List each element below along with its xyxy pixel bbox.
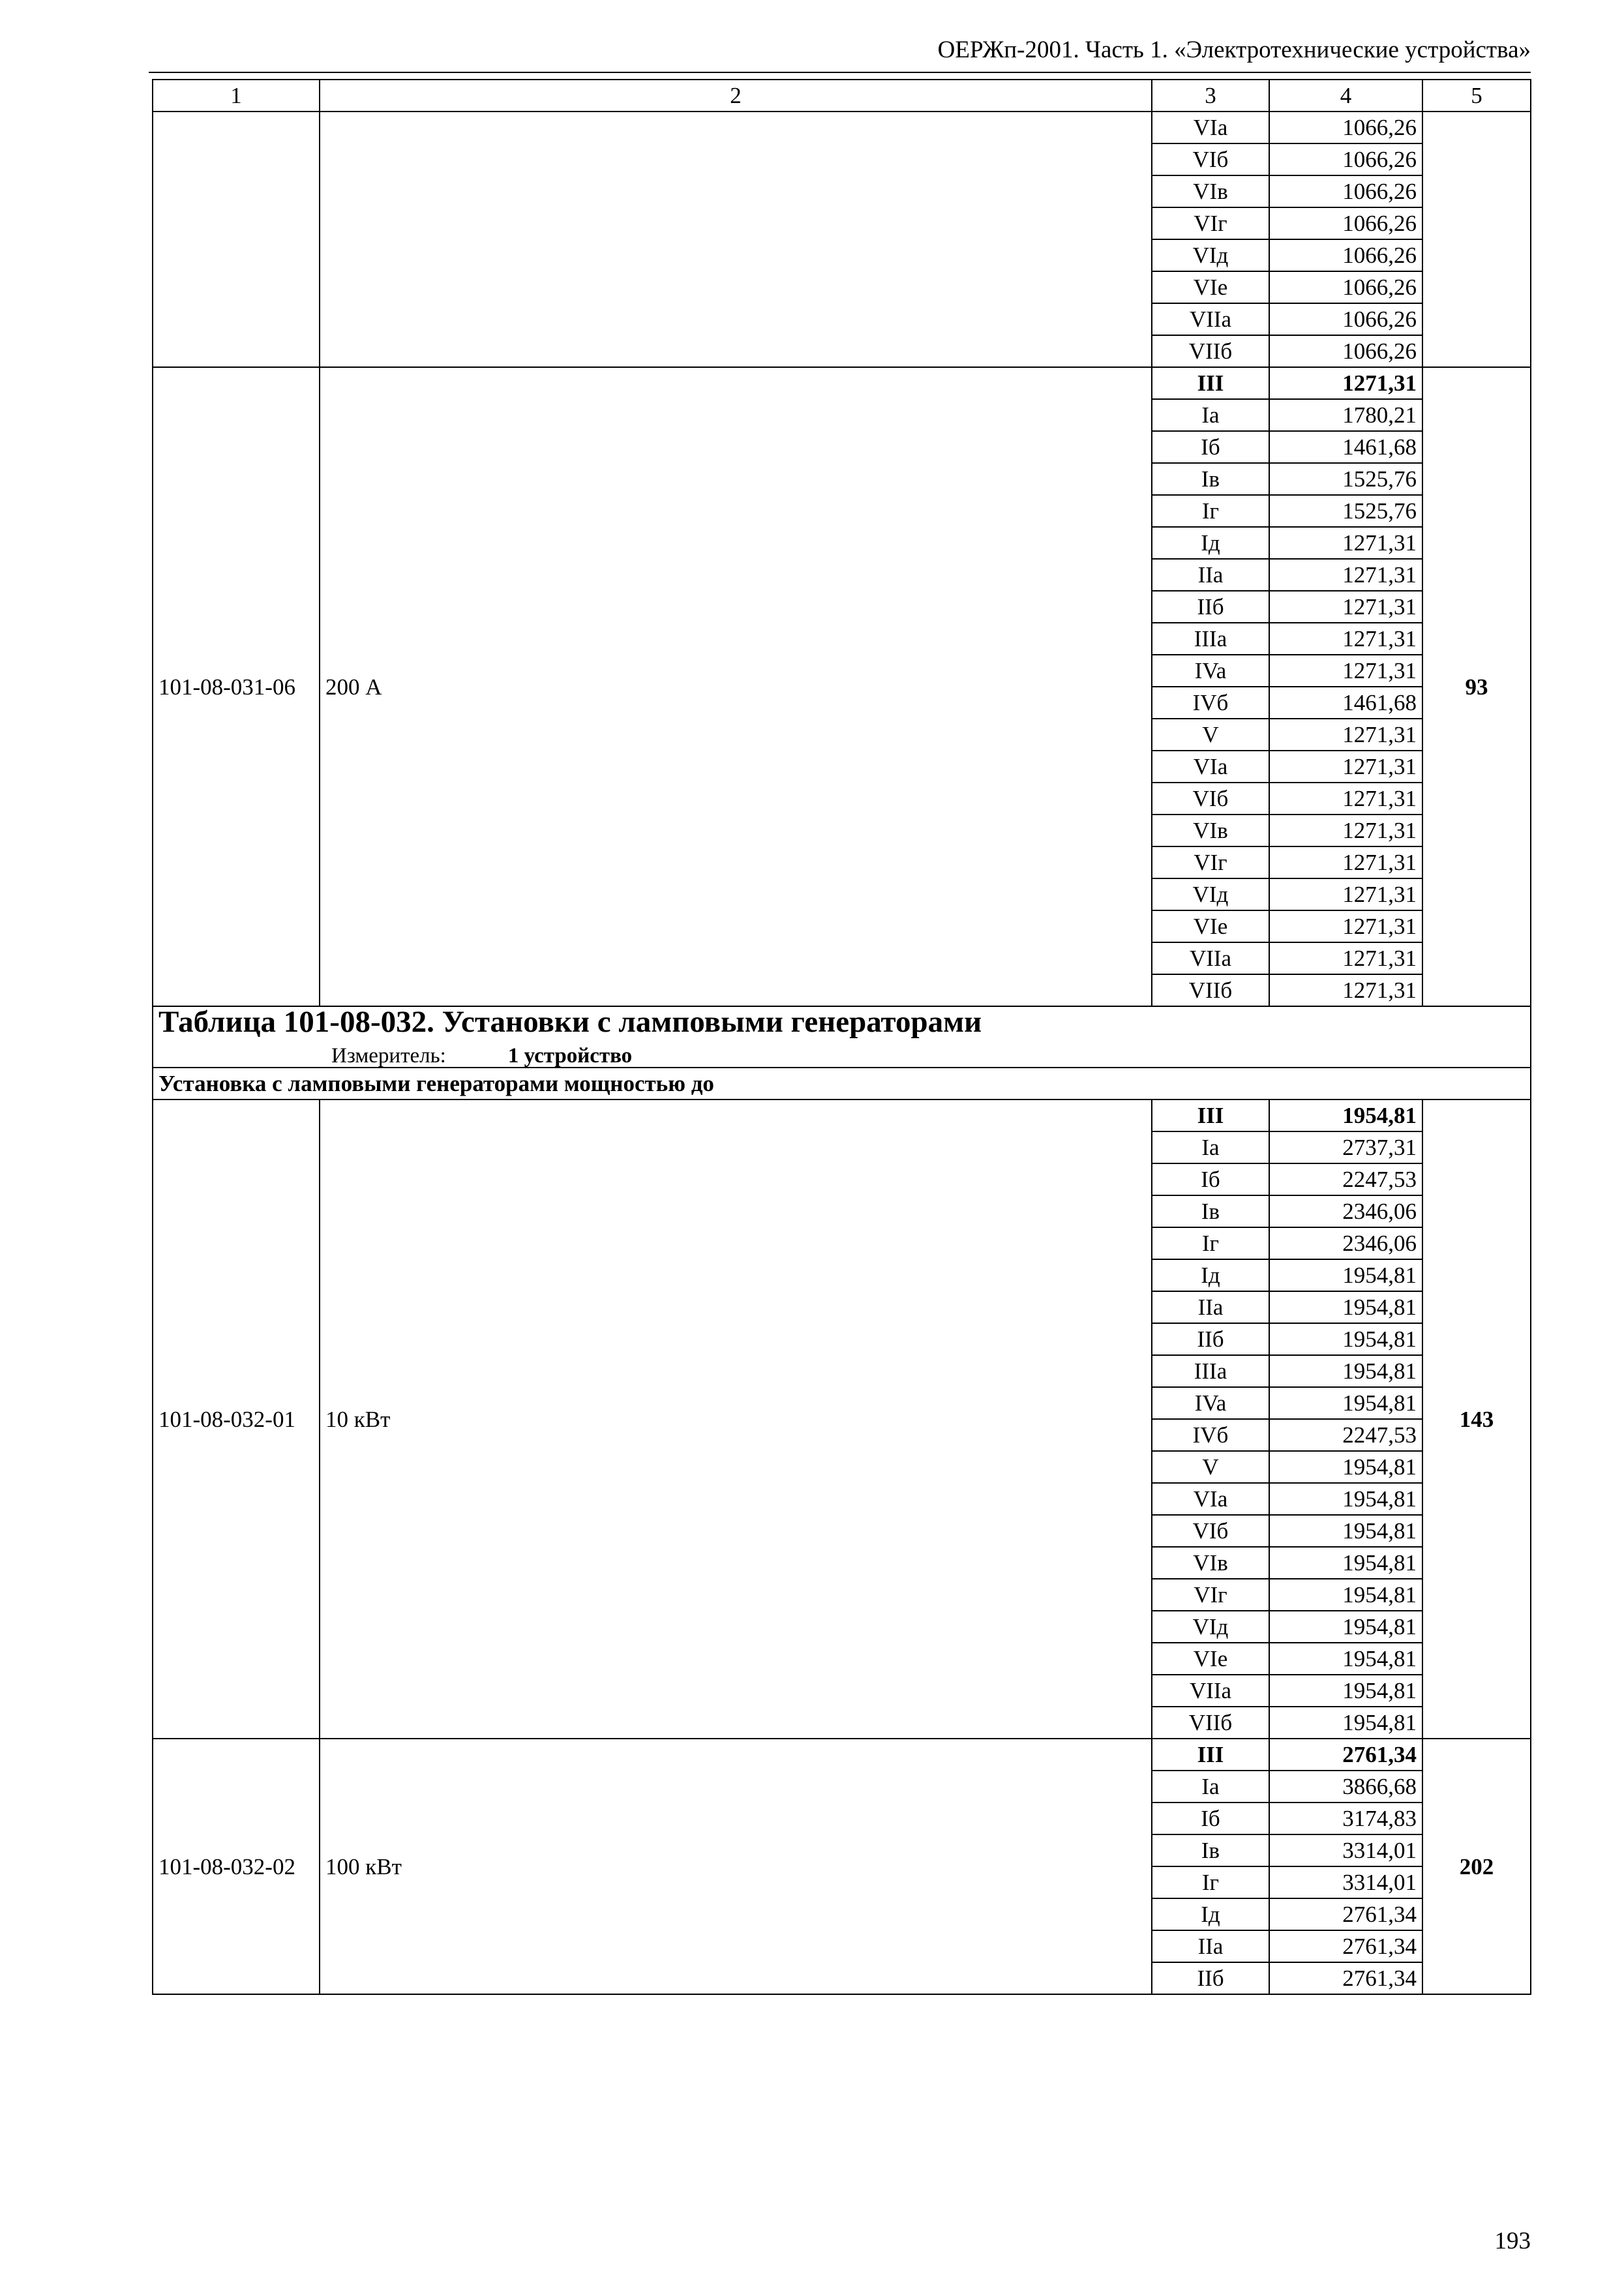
- rate-name: [320, 112, 1152, 367]
- zone-code: VIa: [1152, 751, 1269, 783]
- zone-code: VIIб: [1152, 335, 1269, 367]
- zone-code: IIб: [1152, 1323, 1269, 1355]
- meter-label: Измеритель:: [331, 1044, 446, 1068]
- zone-code: IIa: [1152, 1930, 1269, 1962]
- price-value: 1271,31: [1269, 846, 1422, 878]
- price-value: 2761,34: [1269, 1898, 1422, 1930]
- header-rule: [149, 72, 1531, 73]
- section-block: [153, 1006, 1531, 1100]
- price-value: 1954,81: [1269, 1547, 1422, 1579]
- price-value: 1066,26: [1269, 112, 1422, 143]
- price-value: 1954,81: [1269, 1355, 1422, 1387]
- price-value: 1461,68: [1269, 431, 1422, 463]
- zone-code: Ia: [1152, 1131, 1269, 1163]
- price-value: 2247,53: [1269, 1163, 1422, 1195]
- zone-code: IVб: [1152, 687, 1269, 719]
- price-value: 1954,81: [1269, 1291, 1422, 1323]
- zone-code: VIIa: [1152, 303, 1269, 335]
- col5-value: 93: [1422, 367, 1531, 1006]
- price-value: 2346,06: [1269, 1195, 1422, 1227]
- rate-code: 101-08-032-02: [153, 1739, 320, 1994]
- price-value: 1271,31: [1269, 559, 1422, 591]
- zone-code: IVб: [1152, 1419, 1269, 1451]
- price-value: 2346,06: [1269, 1227, 1422, 1259]
- zone-code: VIIб: [1152, 974, 1269, 1006]
- zone-code: VIг: [1152, 1579, 1269, 1611]
- zone-code: Iв: [1152, 1195, 1269, 1227]
- price-value: 3314,01: [1269, 1834, 1422, 1866]
- zone-code: VIе: [1152, 910, 1269, 942]
- price-value: 1271,31: [1269, 974, 1422, 1006]
- price-value: 1066,26: [1269, 271, 1422, 303]
- price-value: 1271,31: [1269, 878, 1422, 910]
- rate-code: 101-08-031-06: [153, 367, 320, 1006]
- zone-code: VIв: [1152, 1547, 1269, 1579]
- price-value: 1954,81: [1269, 1611, 1422, 1643]
- zone-code: VIIб: [1152, 1707, 1269, 1739]
- price-value: 2761,34: [1269, 1962, 1422, 1994]
- zone-code: Iб: [1152, 431, 1269, 463]
- table-row: [153, 1100, 1531, 1131]
- price-value: 1271,31: [1269, 910, 1422, 942]
- rate-name: 200 А: [320, 367, 1152, 1006]
- zone-code: III: [1152, 1100, 1269, 1131]
- zone-code: Iг: [1152, 1227, 1269, 1259]
- zone-code: VIг: [1152, 207, 1269, 239]
- col5-value: 202: [1422, 1739, 1531, 1994]
- zone-code: VIе: [1152, 271, 1269, 303]
- zone-code: IVa: [1152, 655, 1269, 687]
- zone-code: Ia: [1152, 399, 1269, 431]
- zone-code: IIIa: [1152, 1355, 1269, 1387]
- zone-code: Iг: [1152, 495, 1269, 527]
- table-body-top: [153, 80, 1531, 1006]
- price-value: 3314,01: [1269, 1866, 1422, 1898]
- zone-code: VIв: [1152, 815, 1269, 846]
- zone-code: Iв: [1152, 463, 1269, 495]
- page-header-title: ОЕРЖп-2001. Часть 1. «Электротехнические устройства»: [937, 37, 1531, 63]
- zone-code: VIг: [1152, 846, 1269, 878]
- zone-code: VIв: [1152, 175, 1269, 207]
- column-number-5: 5: [1422, 80, 1531, 112]
- price-value: 1525,76: [1269, 463, 1422, 495]
- price-value: 1066,26: [1269, 239, 1422, 271]
- zone-code: Iд: [1152, 1259, 1269, 1291]
- zone-code: VIб: [1152, 143, 1269, 175]
- price-value: 1954,81: [1269, 1515, 1422, 1547]
- zone-code: Iг: [1152, 1866, 1269, 1898]
- price-value: 1271,31: [1269, 655, 1422, 687]
- zone-code: IVa: [1152, 1387, 1269, 1419]
- rates-table: [152, 79, 1531, 1995]
- price-value: 2761,34: [1269, 1930, 1422, 1962]
- column-number-3: 3: [1152, 80, 1269, 112]
- column-number-2: 2: [320, 80, 1152, 112]
- zone-code: VIб: [1152, 1515, 1269, 1547]
- zone-code: IIб: [1152, 1962, 1269, 1994]
- price-value: 1066,26: [1269, 207, 1422, 239]
- price-value: 1066,26: [1269, 143, 1422, 175]
- price-value: 1271,31: [1269, 719, 1422, 751]
- table-row: [153, 1739, 1531, 1771]
- price-value: 1271,31: [1269, 815, 1422, 846]
- page-number: 193: [1494, 2228, 1531, 2254]
- zone-code: III: [1152, 1739, 1269, 1771]
- zone-code: VIе: [1152, 1643, 1269, 1675]
- price-value: 1954,81: [1269, 1483, 1422, 1515]
- price-value: 1271,31: [1269, 367, 1422, 399]
- column-number-row: [153, 80, 1531, 112]
- price-value: 1954,81: [1269, 1387, 1422, 1419]
- price-value: 1066,26: [1269, 335, 1422, 367]
- rate-name: 10 кВт: [320, 1100, 1152, 1739]
- price-value: 1271,31: [1269, 527, 1422, 559]
- rate-code: [153, 112, 320, 367]
- col5-value: [1422, 112, 1531, 367]
- zone-code: Iб: [1152, 1803, 1269, 1834]
- price-value: 1780,21: [1269, 399, 1422, 431]
- rate-code: 101-08-032-01: [153, 1100, 320, 1739]
- meter-value: 1 устройство: [507, 1044, 633, 1068]
- price-value: 2737,31: [1269, 1131, 1422, 1163]
- price-value: 1461,68: [1269, 687, 1422, 719]
- price-value: 1066,26: [1269, 175, 1422, 207]
- price-value: 2761,34: [1269, 1739, 1422, 1771]
- subheading-row: [153, 1068, 1531, 1100]
- section-meter: [331, 1045, 1525, 1067]
- zone-code: Iб: [1152, 1163, 1269, 1195]
- price-value: 1954,81: [1269, 1707, 1422, 1739]
- zone-code: Iд: [1152, 1898, 1269, 1930]
- zone-code: VIa: [1152, 1483, 1269, 1515]
- price-value: 3174,83: [1269, 1803, 1422, 1834]
- price-value: 1271,31: [1269, 623, 1422, 655]
- section-subheading: Установка с ламповыми генераторами мощностью до: [153, 1068, 1531, 1100]
- price-value: 2247,53: [1269, 1419, 1422, 1451]
- price-value: 1271,31: [1269, 751, 1422, 783]
- price-value: 1954,81: [1269, 1259, 1422, 1291]
- price-value: 1271,31: [1269, 783, 1422, 815]
- zone-code: V: [1152, 1451, 1269, 1483]
- zone-code: IIб: [1152, 591, 1269, 623]
- col5-value: 143: [1422, 1100, 1531, 1739]
- rate-name: 100 кВт: [320, 1739, 1152, 1994]
- zone-code: VIд: [1152, 1611, 1269, 1643]
- price-value: 1954,81: [1269, 1451, 1422, 1483]
- zone-code: III: [1152, 367, 1269, 399]
- section-title-cell: [153, 1006, 1531, 1068]
- zone-code: VIIa: [1152, 1675, 1269, 1707]
- zone-code: VIб: [1152, 783, 1269, 815]
- zone-code: V: [1152, 719, 1269, 751]
- zone-code: VIIa: [1152, 942, 1269, 974]
- section-title-row: [153, 1006, 1531, 1068]
- price-value: 1066,26: [1269, 303, 1422, 335]
- price-value: 1271,31: [1269, 942, 1422, 974]
- table-row: [153, 112, 1531, 143]
- table-body-bottom: [153, 1100, 1531, 1994]
- section-title: Таблица 101-08-032. Установки с ламповыми генераторами: [158, 1006, 982, 1039]
- zone-code: Iд: [1152, 527, 1269, 559]
- table-row: [153, 367, 1531, 399]
- price-value: 1954,81: [1269, 1675, 1422, 1707]
- zone-code: VIa: [1152, 112, 1269, 143]
- zone-code: VIд: [1152, 878, 1269, 910]
- zone-code: IIa: [1152, 1291, 1269, 1323]
- zone-code: VIд: [1152, 239, 1269, 271]
- column-number-1: 1: [153, 80, 320, 112]
- price-value: 3866,68: [1269, 1771, 1422, 1803]
- price-value: 1954,81: [1269, 1323, 1422, 1355]
- price-value: 1271,31: [1269, 591, 1422, 623]
- price-value: 1525,76: [1269, 495, 1422, 527]
- zone-code: IIa: [1152, 559, 1269, 591]
- price-value: 1954,81: [1269, 1643, 1422, 1675]
- zone-code: IIIa: [1152, 623, 1269, 655]
- price-value: 1954,81: [1269, 1579, 1422, 1611]
- price-value: 1954,81: [1269, 1100, 1422, 1131]
- column-number-4: 4: [1269, 80, 1422, 112]
- zone-code: Iв: [1152, 1834, 1269, 1866]
- zone-code: Ia: [1152, 1771, 1269, 1803]
